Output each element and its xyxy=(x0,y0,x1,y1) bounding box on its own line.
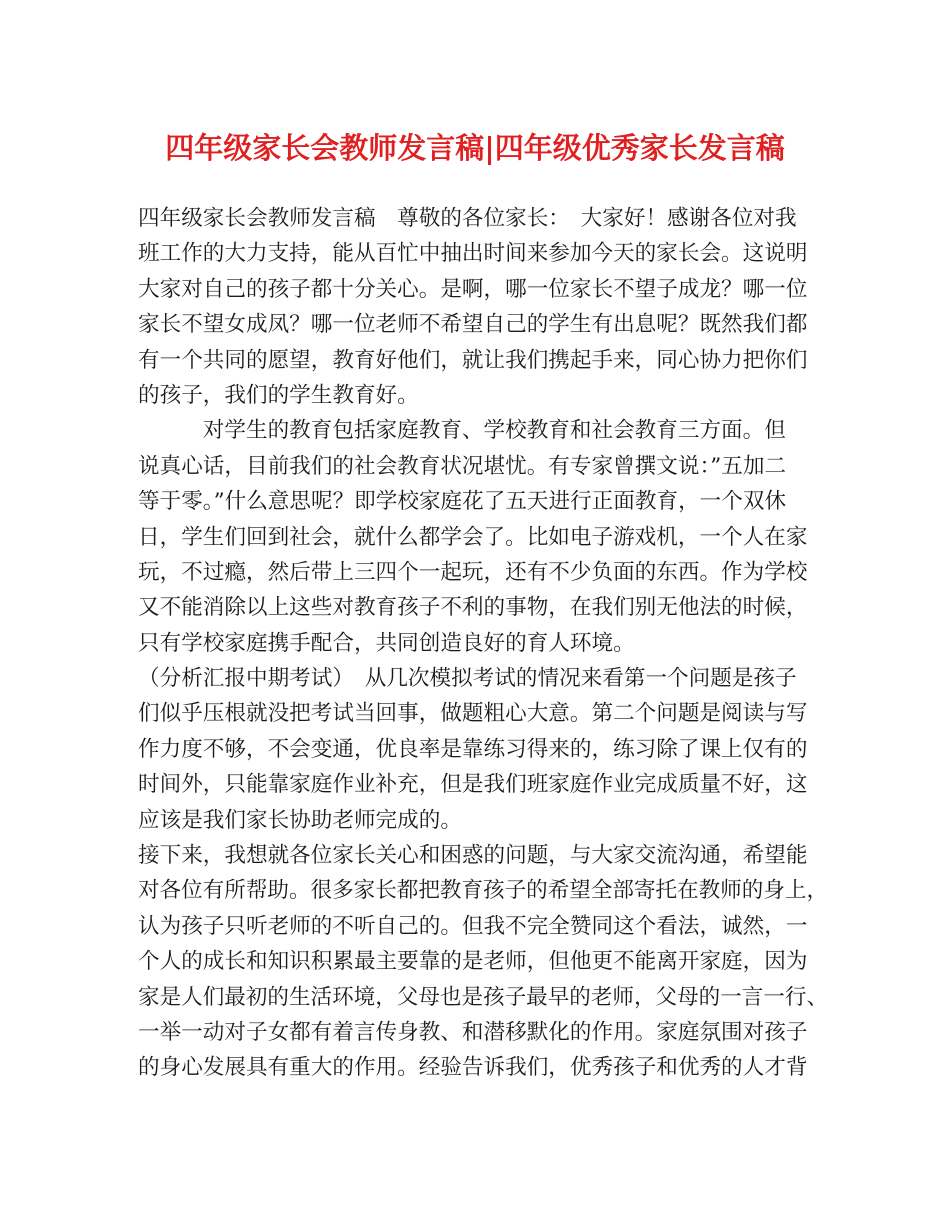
body-line: 家长不望女成凤？哪一位老师不希望自己的学生有出息呢？既然我们都 xyxy=(138,312,808,338)
body-line: 有一个共同的愿望，教育好他们，就让我们携起手来，同心协力把你们 xyxy=(138,347,808,373)
body-line: （分析汇报中期考试） 从几次模拟考试的情况来看第一个问题是孩子 xyxy=(138,666,797,692)
body-line: 对各位有所帮助。很多家长都把教育孩子的希望全部寄托在教师的身上， xyxy=(138,878,829,904)
body-line: 班工作的大力支持，能从百忙中抽出时间来参加今天的家长会。这说明 xyxy=(138,241,808,267)
body-line: 等于零。”什么意思呢？即学校家庭花了五天进行正面教育，一个双休 xyxy=(138,489,787,515)
body-line: 时间外，只能靠家庭作业补充，但是我们班家庭作业完成质量不好，这 xyxy=(138,772,808,798)
body-line: 日，学生们回到社会，就什么都学会了。比如电子游戏机，一个人在家 xyxy=(138,524,808,550)
body-line: 又不能消除以上这些对教育孩子不利的事物，在我们别无他法的时候， xyxy=(138,595,808,621)
body-line: 接下来，我想就各位家长关心和困惑的问题，与大家交流沟通，希望能 xyxy=(138,843,808,869)
body-line: 作力度不够，不会变通，优良率是靠练习得来的，练习除了课上仅有的 xyxy=(138,736,808,762)
body-line: 认为孩子只听老师的不听自己的。但我不完全赞同这个看法，诚然，一 xyxy=(138,913,808,939)
body-line: 一举一动对子女都有着言传身教、和潜移默化的作用。家庭氛围对孩子 xyxy=(138,1019,808,1045)
body-line: 个人的成长和知识积累最主要靠的是老师，但他更不能离开家庭，因为 xyxy=(138,949,808,975)
body-line: 只有学校家庭携手配合，共同创造良好的育人环境。 xyxy=(138,630,635,656)
body-line: 四年级家长会教师发言稿 尊敬的各位家长： 大家好！感谢各位对我 xyxy=(138,206,797,231)
body-line: 的身心发展具有重大的作用。经验告诉我们，优秀孩子和优秀的人才背 xyxy=(138,1055,808,1081)
body-line: 说真心话，目前我们的社会教育状况堪忧。有专家曾撰文说：”五加二 xyxy=(138,453,787,479)
body-line: 大家对自己的孩子都十分关心。是啊，哪一位家长不望子成龙？哪一位 xyxy=(138,276,808,302)
body-line: 们似乎压根就没把考试当回事，做题粗心大意。第二个问题是阅读与写 xyxy=(138,701,808,727)
body-line: 玩，不过瘾，然后带上三四个一起玩，还有不少负面的东西。作为学校 xyxy=(138,559,808,585)
body-line: 应该是我们家长协助老师完成的。 xyxy=(138,807,462,833)
document-body xyxy=(138,201,828,1086)
body-line: 的孩子，我们的学生教育好。 xyxy=(138,382,419,408)
body-line: 对学生的教育包括家庭教育、学校教育和社会教育三方面。但 xyxy=(138,418,786,444)
body-line: 家是人们最初的生活环境，父母也是孩子最早的老师，父母的一言一行、 xyxy=(138,984,829,1010)
document-title: 四年级家长会教师发言稿|四年级优秀家长发言稿 xyxy=(165,131,785,165)
